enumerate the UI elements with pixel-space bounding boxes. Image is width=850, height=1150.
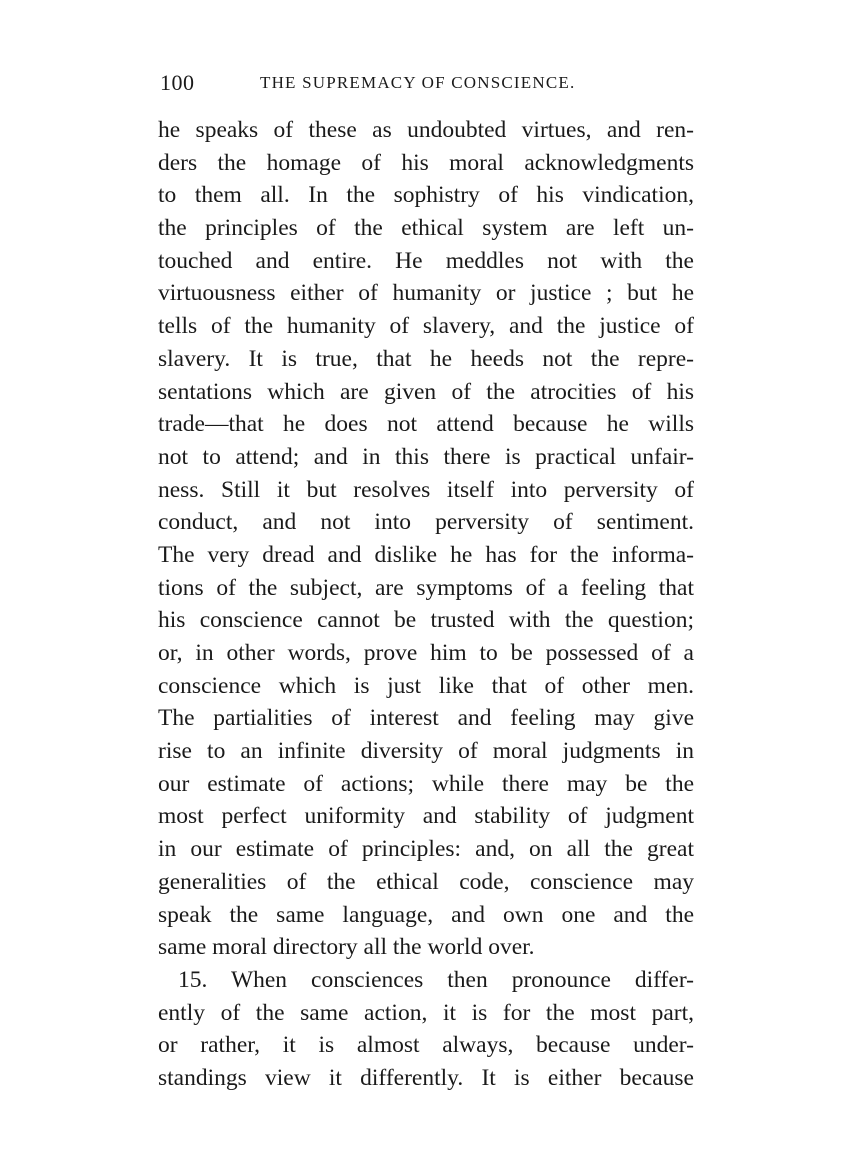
text-line: tells of the humanity of slavery, and the justice of <box>158 313 694 340</box>
text-line: slavery. It is true, that he heeds not the repre- <box>158 345 694 372</box>
text-line: not to attend; and in this there is practical unfair- <box>158 443 694 470</box>
running-head <box>158 70 698 100</box>
text-line: sentations which are given of the atrocities of his <box>158 378 694 405</box>
body-text <box>158 114 694 1095</box>
text-line: virtuousness either of humanity or justice ; but he <box>158 280 694 307</box>
text-line: ders the homage of his moral acknowledgments <box>158 149 694 176</box>
text-line: rise to an infinite diversity of moral judgments in <box>158 738 694 765</box>
text-line: most perfect uniformity and stability of judgment <box>158 803 694 830</box>
text-line: his conscience cannot be trusted with the question; <box>158 607 694 634</box>
text-line: tions of the subject, are symptoms of a feeling that <box>158 574 694 601</box>
running-title: THE SUPREMACY OF CONSCIENCE. <box>260 73 576 92</box>
text-line: The very dread and dislike he has for the informa- <box>158 541 694 568</box>
text-line: in our estimate of principles: and, on all the great <box>158 836 694 863</box>
text-line: or, in other words, prove him to be possessed of a <box>158 640 694 666</box>
text-line: trade—that he does not attend because he wills <box>158 411 694 438</box>
text-line: conscience which is just like that of other men. <box>158 672 694 699</box>
text-line: to them all. In the sophistry of his vindication, <box>158 182 694 209</box>
paragraph-start-line: 15. When consciences then pronounce differ- <box>178 966 694 993</box>
page-number: 100 <box>160 70 195 95</box>
text-line: our estimate of actions; while there may be the <box>158 770 694 797</box>
text-line: generalities of the ethical code, conscience may <box>158 868 694 895</box>
text-line: conduct, and not into perversity of sentiment. <box>158 509 694 536</box>
text-line: the principles of the ethical system are left un- <box>158 215 694 242</box>
text-line: same moral directory all the world over. <box>158 934 535 961</box>
text-line: he speaks of these as undoubted virtues, and ren- <box>158 117 694 143</box>
text-line: ness. Still it but resolves itself into perversity of <box>158 476 694 503</box>
text-line: touched and entire. He meddles not with the <box>158 247 694 274</box>
text-line: or rather, it is almost always, because under- <box>158 1032 694 1059</box>
text-line: speak the same language, and own one and the <box>158 901 694 928</box>
text-line: standings view it differently. It is either because <box>158 1064 694 1091</box>
text-line: The partialities of interest and feeling may give <box>158 705 694 732</box>
text-line: ently of the same action, it is for the most part, <box>158 999 694 1026</box>
